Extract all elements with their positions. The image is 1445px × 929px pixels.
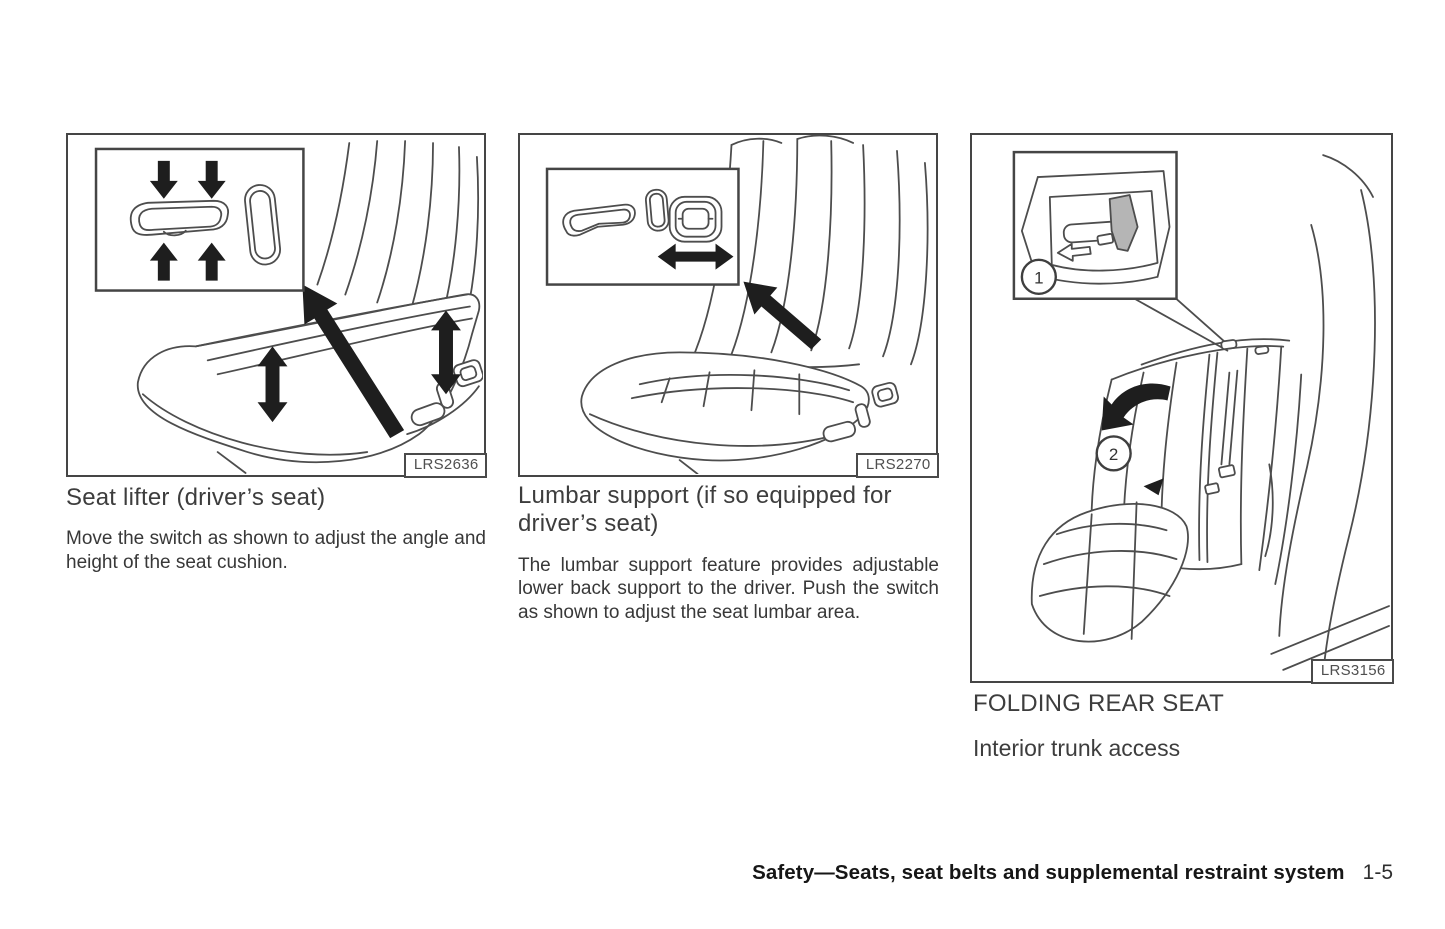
figure-label: LRS2270 [856, 453, 939, 477]
lumbar-support-heading: Lumbar support (if so equipped for driver’s seat) [518, 482, 892, 538]
seat-lifter-switch-inset [96, 149, 303, 291]
seat-lifter-body: Move the switch as shown to adjust the angle and height of the seat cushion. [66, 528, 486, 573]
lumbar-switch-inset [547, 169, 738, 285]
seat-lifter-caption [66, 484, 486, 574]
folding-rear-seat-illustration [972, 135, 1390, 680]
footer-section-title: Safety—Seats, seat belts and supplemental restraint system [752, 861, 1345, 884]
seat-lifter-illustration [68, 135, 483, 474]
latch-mark [1144, 478, 1164, 495]
callout-2-badge [1097, 436, 1131, 470]
figure-seat-lifter [66, 133, 486, 477]
callout-1-badge [1022, 260, 1056, 294]
lumbar-support-body: The lumbar support feature provides adjustable lower back support to the driver. Push the switch as shown to adjust the seat lumbar area. [518, 554, 939, 623]
trunk-access-inset [1014, 152, 1177, 299]
leader-line [1135, 299, 1228, 351]
folding-rear-seat-heading: FOLDING REAR SEAT [973, 690, 1224, 717]
car-body-lines [1271, 155, 1389, 674]
folding-rear-seat-caption [973, 690, 1393, 762]
figure-folding-rear-seat [970, 133, 1393, 683]
rear-seat-cushion [1032, 502, 1188, 641]
footer-page-number: 1-5 [1362, 861, 1393, 884]
lumbar-support-caption [518, 482, 939, 624]
leader-line [1170, 293, 1232, 348]
seatback-pleats [317, 141, 478, 318]
parcel-shelf [1112, 339, 1290, 379]
figure-label: LRS2636 [404, 453, 487, 477]
figure-lumbar-support [518, 133, 938, 477]
callout-2-number: 2 [1108, 444, 1119, 464]
seat-lifter-heading: Seat lifter (driver’s seat) [66, 484, 326, 511]
lumbar-support-illustration [520, 135, 935, 474]
callout-1-number: 1 [1034, 268, 1044, 288]
seat-cushion [581, 352, 869, 474]
page-footer [0, 861, 1393, 885]
lumbar-switch-icon [670, 197, 722, 242]
diagonal-arrow-icon [743, 282, 821, 350]
interior-trunk-access-subheading: Interior trunk access [973, 735, 1181, 762]
figure-label: LRS3156 [1311, 659, 1394, 683]
